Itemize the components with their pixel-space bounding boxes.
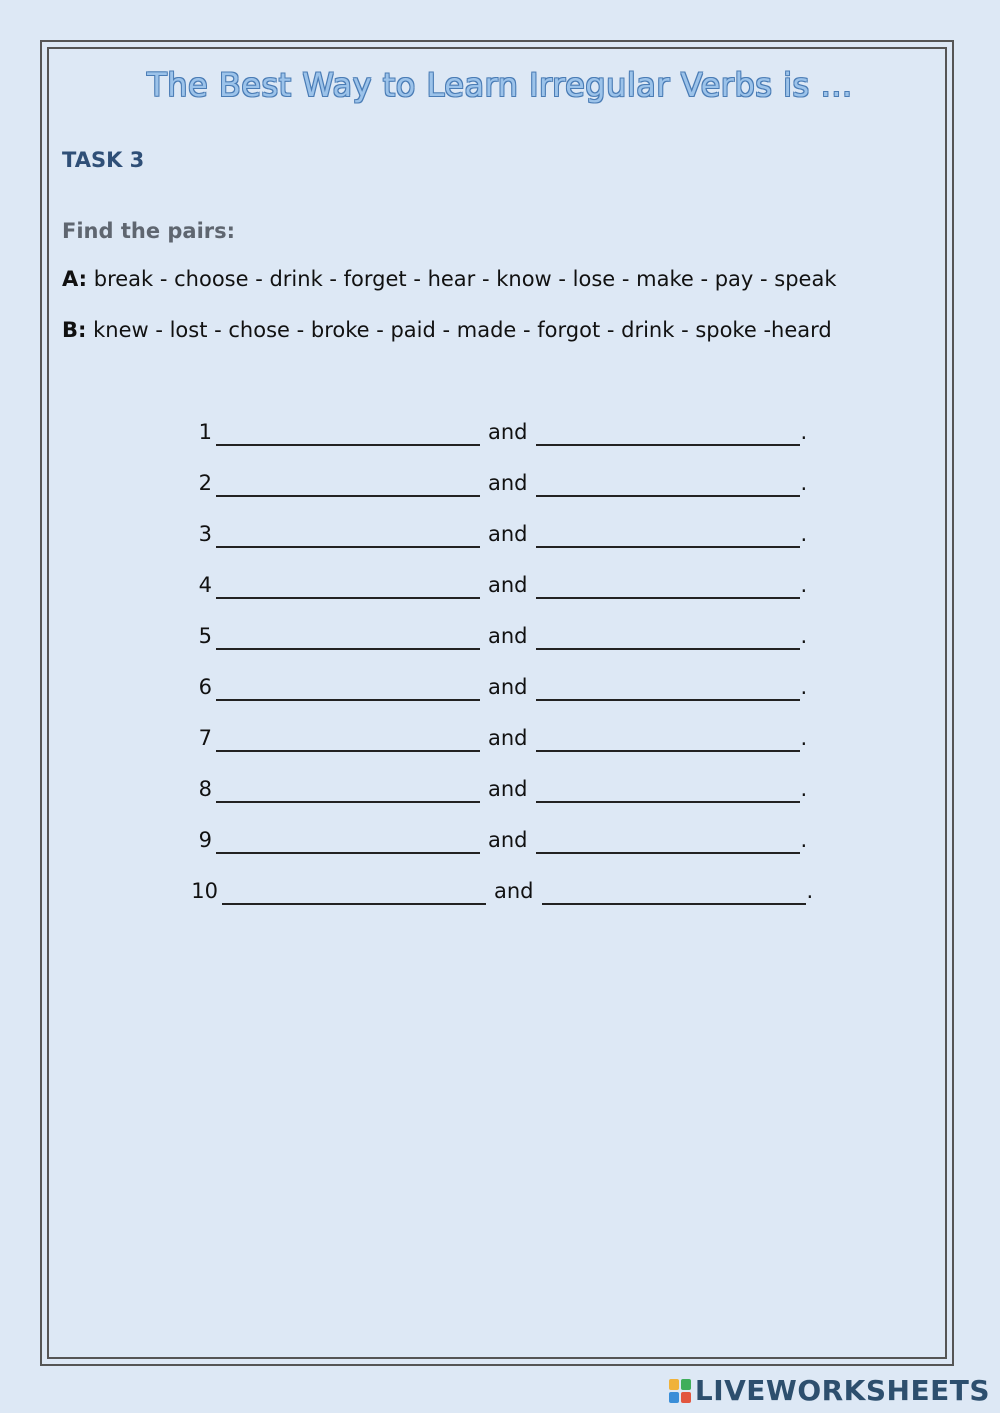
pair-blank-a[interactable] [216,726,480,752]
pair-row [188,879,828,930]
pair-joiner: and [488,777,528,801]
list-b-words: knew - lost - chose - broke - paid - made - forgot - drink - spoke -heard [93,318,832,342]
pair-row [188,420,828,471]
pair-blank-b[interactable] [536,675,800,701]
pair-number: 7 [198,726,212,750]
pair-joiner: and [488,726,528,750]
pair-row [188,471,828,522]
pair-blank-b[interactable] [536,471,800,497]
pair-number: 3 [198,522,212,546]
liveworksheets-logo-icon [669,1379,691,1403]
pair-blank-b[interactable] [536,726,800,752]
pair-joiner: and [494,879,534,903]
pair-blank-a[interactable] [216,828,480,854]
pair-joiner: and [488,675,528,699]
pair-row [188,675,828,726]
pair-joiner: and [488,471,528,495]
pair-end: . [800,420,808,444]
pair-blank-b[interactable] [536,624,800,650]
pair-joiner: and [488,420,528,444]
pair-blank-a[interactable] [222,879,486,905]
pair-end: . [800,828,808,852]
pair-blank-b[interactable] [536,420,800,446]
brand-name: LIVEWORKSHEETS [694,1374,990,1407]
pair-joiner: and [488,522,528,546]
pair-row [188,573,828,624]
pair-row [188,777,828,828]
pair-blank-b[interactable] [536,777,800,803]
pair-number: 9 [198,828,212,852]
pair-row [188,726,828,777]
pair-number: 5 [198,624,212,648]
pair-blank-b[interactable] [536,573,800,599]
pair-blank-b[interactable] [536,828,800,854]
pair-row [188,522,828,573]
pair-joiner: and [488,573,528,597]
brand-logo[interactable] [669,1374,990,1407]
pair-blank-a[interactable] [216,675,480,701]
worksheet-title: The Best Way to Learn Irregular Verbs is … [147,66,853,104]
pair-blank-a[interactable] [216,471,480,497]
pair-blank-a[interactable] [216,624,480,650]
pair-end: . [800,573,808,597]
pair-end: . [806,879,814,903]
pair-end: . [800,522,808,546]
task-label: TASK 3 [62,148,145,172]
pair-end: . [800,675,808,699]
list-a-words: break - choose - drink - forget - hear - know - lose - make - pay - speak [93,267,837,291]
pair-row [188,624,828,675]
instruction-text: Find the pairs: [62,219,236,243]
pair-number: 6 [198,675,212,699]
pair-row [188,828,828,879]
pair-number: 2 [198,471,212,495]
list-a-key: A: [62,267,88,291]
pair-blank-a[interactable] [216,522,480,548]
pair-blank-a[interactable] [216,777,480,803]
pair-number: 1 [198,420,212,444]
pair-end: . [800,777,808,801]
pair-blank-b[interactable] [542,879,806,905]
pair-number: 8 [198,777,212,801]
pair-end: . [800,471,808,495]
pair-joiner: and [488,624,528,648]
pairs-list [188,420,828,930]
pair-blank-a[interactable] [216,420,480,446]
pair-end: . [800,624,808,648]
verb-list-b [62,318,832,342]
verb-list-a [62,267,837,291]
pair-blank-b[interactable] [536,522,800,548]
pair-end: . [800,726,808,750]
list-b-key: B: [62,318,87,342]
pair-joiner: and [488,828,528,852]
pair-number: 10 [191,879,218,903]
pair-blank-a[interactable] [216,573,480,599]
pair-number: 4 [198,573,212,597]
